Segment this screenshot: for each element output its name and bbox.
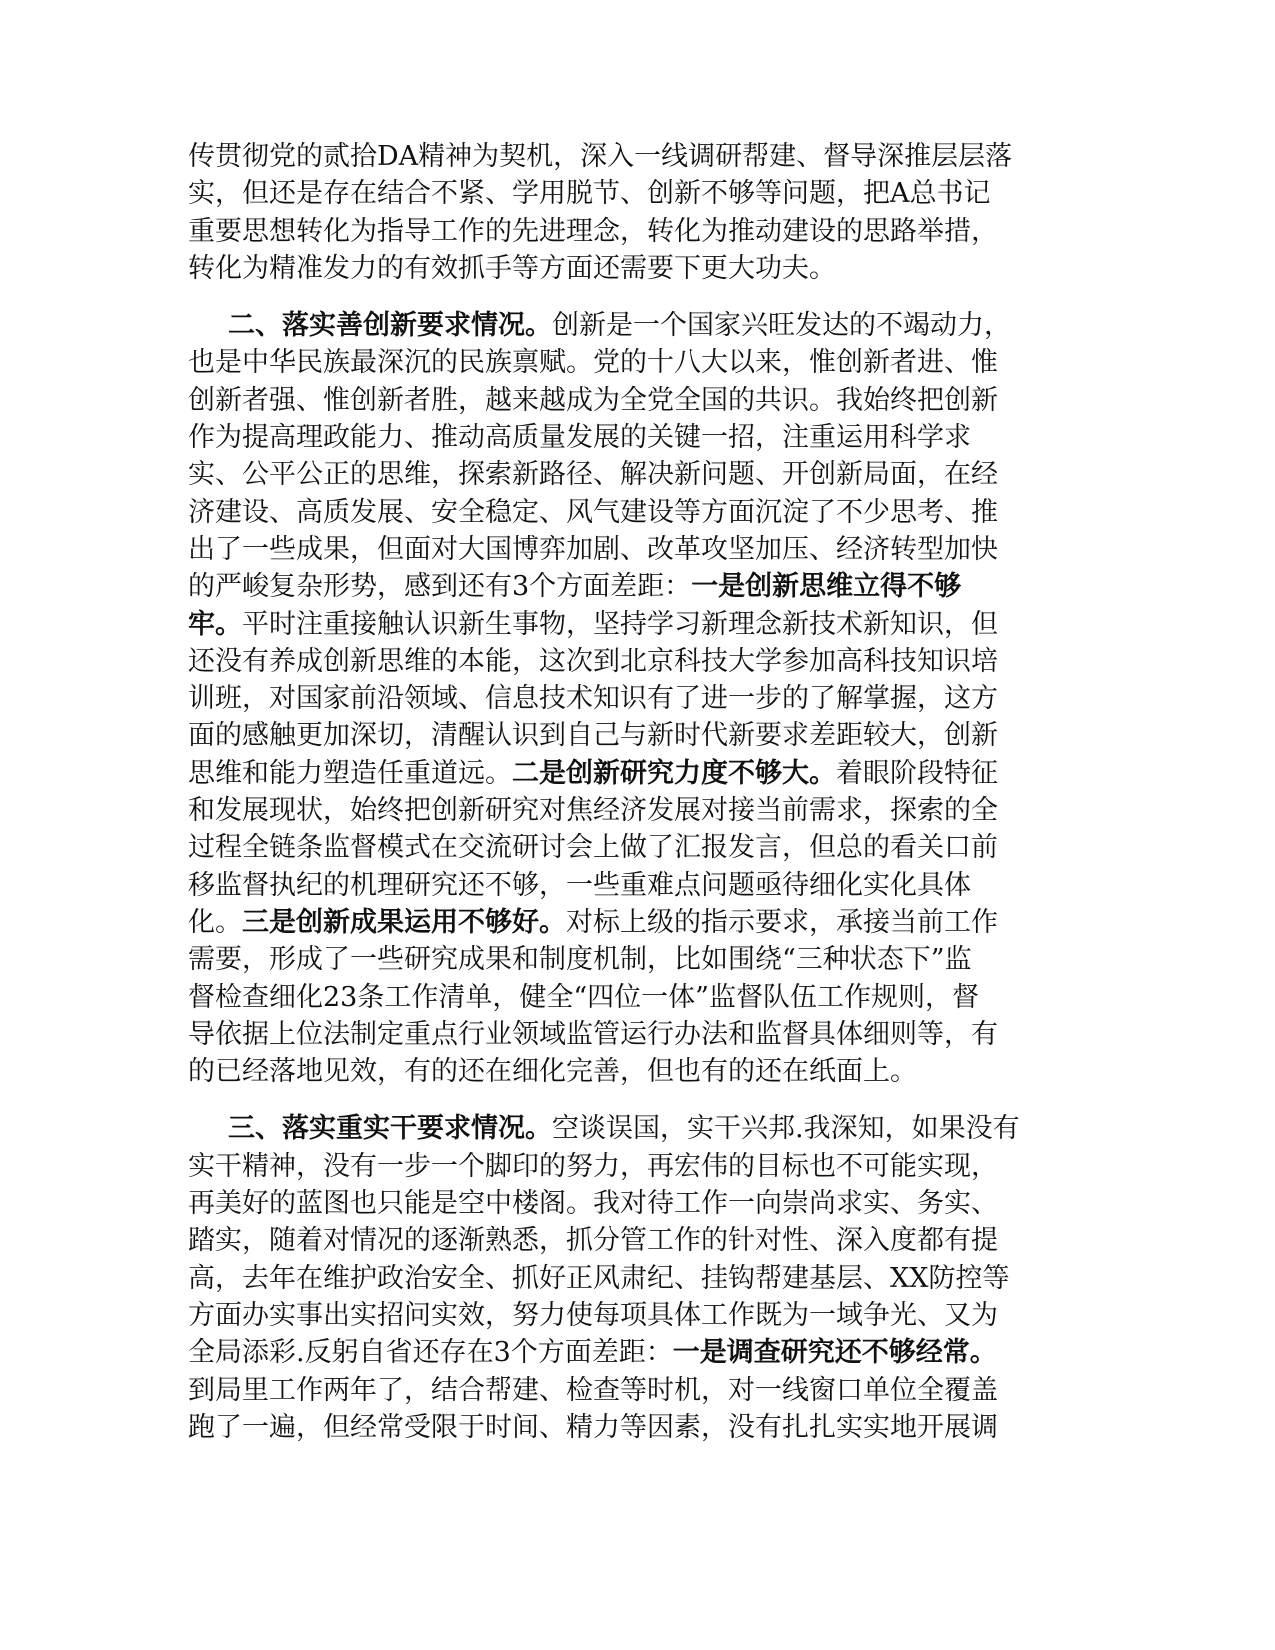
text-run: 实干精神，没有一步一个脚印的努力，再宏伟的目标也不可能实现， <box>188 1150 998 1182</box>
text-run: 面的感触更加深切，清醒认识到自己与新时代新要求差距较大，创新 <box>188 720 998 752</box>
text-line <box>188 1185 1075 1222</box>
text-run: 作为提高理政能力、推动高质量发展的关键一招，注重运用科学求 <box>188 422 971 454</box>
text-line <box>188 1297 1075 1334</box>
text-run: 空谈误国，实干兴邦.我深知，如果没有 <box>552 1113 1020 1145</box>
text-line <box>188 456 1075 493</box>
text-run: 过程全链条监督模式在交流研讨会上做了汇报发言，但总的看关口前 <box>188 832 998 864</box>
bold-text-run: 二是创新研究力度不够大。 <box>512 757 836 789</box>
text-run: 出了一些成果，但面对大国博弈加剧、改革攻坚加压、经济转型加快 <box>188 533 998 565</box>
text-line <box>188 867 1075 904</box>
text-line <box>188 382 1075 419</box>
paragraph <box>188 138 1075 287</box>
text-line <box>188 717 1075 754</box>
text-run: 济建设、高质发展、安全稳定、风气建设等方面沉淀了不少思考、推 <box>188 496 998 528</box>
text-line <box>188 643 1075 680</box>
text-run: 创新者强、惟创新者胜，越来越成为全党全国的共识。我始终把创新 <box>188 384 998 416</box>
text-line <box>188 1053 1075 1090</box>
bold-text-run: 一是调查研究还不够经常。 <box>672 1337 997 1369</box>
text-run: 到局里工作两年了，结合帮建、检查等时机，对一线窗口单位全覆盖 <box>188 1374 998 1406</box>
bold-text-run: 牢。 <box>188 608 242 640</box>
text-line <box>188 904 1075 941</box>
text-run: 创新是一个国家兴旺发达的不竭动力， <box>552 310 1011 342</box>
text-run: 踏实，随着对情况的逐渐熟悉，抓分管工作的针对性、深入度都有提 <box>188 1225 998 1257</box>
text-line <box>188 1372 1075 1409</box>
bold-text-run: 二、落实善创新要求情况。 <box>228 310 552 342</box>
text-run: 思维和能力塑造任重道远。 <box>188 757 512 789</box>
text-line <box>188 680 1075 717</box>
text-run: 导依据上位法制定重点行业领域监管运行办法和监督具体细则等，有 <box>188 1018 998 1050</box>
text-run: 方面办实事出实招问实效，努力使每项具体工作既为一域争光、又为 <box>188 1299 998 1331</box>
text-run: 转化为精准发力的有效抓手等方面还需要下更大功夫。 <box>188 252 836 284</box>
text-line <box>188 606 1075 643</box>
text-line <box>188 979 1075 1016</box>
text-line <box>188 829 1075 866</box>
text-run: 也是中华民族最深沉的民族禀赋。党的十八大以来，惟创新者进、惟 <box>188 347 998 379</box>
text-line <box>188 1222 1075 1259</box>
text-line <box>188 1260 1075 1297</box>
bold-text-run: 三、落实重实干要求情况。 <box>228 1113 552 1145</box>
text-run: 再美好的蓝图也只能是空中楼阁。我对待工作一向崇尚求实、务实、 <box>188 1188 998 1220</box>
text-run: 实，但还是存在结合不紧、学用脱节、创新不够等问题，把A总书记 <box>188 178 991 210</box>
text-run: 着眼阶段特征 <box>836 757 998 789</box>
text-run: 化。 <box>188 906 242 938</box>
text-line <box>188 1409 1075 1446</box>
text-run: 对标上级的指示要求，承接当前工作 <box>566 906 998 938</box>
paragraph <box>188 1110 1075 1446</box>
text-run: 移监督执纪的机理研究还不够，一些重难点问题亟待细化实化具体 <box>188 869 971 901</box>
text-run: 重要思想转化为指导工作的先进理念，转化为推动建设的思路举措， <box>188 215 998 247</box>
text-run: 的已经落地见效，有的还在细化完善，但也有的还在纸面上。 <box>188 1056 917 1088</box>
text-line <box>188 213 1075 250</box>
text-line <box>188 344 1075 381</box>
text-run: 督检查细化23条工作清单，健全“四位一体”监督队伍工作规则，督 <box>188 981 979 1013</box>
text-line <box>188 792 1075 829</box>
text-run: 还没有养成创新思维的本能，这次到北京科技大学参加高科技知识培 <box>188 645 998 677</box>
text-run: 实、公平公正的思维，探索新路径、解决新问题、开创新局面，在经 <box>188 459 998 491</box>
text-line <box>188 250 1075 287</box>
bold-text-run: 一是创新思维立得不够 <box>691 571 962 603</box>
text-line <box>188 1016 1075 1053</box>
text-line <box>188 138 1075 175</box>
text-run: 需要，形成了一些研究成果和制度机制，比如围绕“三种状态下”监 <box>188 944 972 976</box>
text-line <box>188 568 1075 605</box>
text-run: 传贯彻党的贰拾DA精神为契机，深入一线调研帮建、督导深推层层落 <box>188 141 1013 172</box>
text-run: 平时注重接触认识新生事物，坚持学习新理念新技术新知识，但 <box>242 608 998 640</box>
text-line <box>188 175 1075 212</box>
text-run: 训班，对国家前沿领域、信息技术知识有了进一步的了解掌握，这方 <box>188 683 998 715</box>
text-line <box>188 494 1075 531</box>
text-line <box>188 419 1075 456</box>
text-line <box>188 1110 1075 1147</box>
text-line <box>188 531 1075 568</box>
text-line <box>188 755 1075 792</box>
text-line <box>188 1334 1075 1371</box>
text-run: 的严峻复杂形势，感到还有3个方面差距： <box>188 571 692 603</box>
text-run: 和发展现状，始终把创新研究对焦经济发展对接当前需求，探索的全 <box>188 795 998 827</box>
text-run: 跑了一遍，但经常受限于时间、精力等因素，没有扎扎实实地开展调 <box>188 1411 998 1443</box>
text-line <box>188 1148 1075 1185</box>
text-run: 高，去年在维护政治安全、抓好正风肃纪、挂钩帮建基层、XX防控等 <box>188 1262 1010 1294</box>
text-line <box>188 307 1075 344</box>
text-run: 全局添彩.反躬自省还存在3个方面差距： <box>188 1337 673 1369</box>
bold-text-run: 三是创新成果运用不够好。 <box>242 906 566 938</box>
paragraph <box>188 307 1075 1090</box>
text-line <box>188 941 1075 978</box>
